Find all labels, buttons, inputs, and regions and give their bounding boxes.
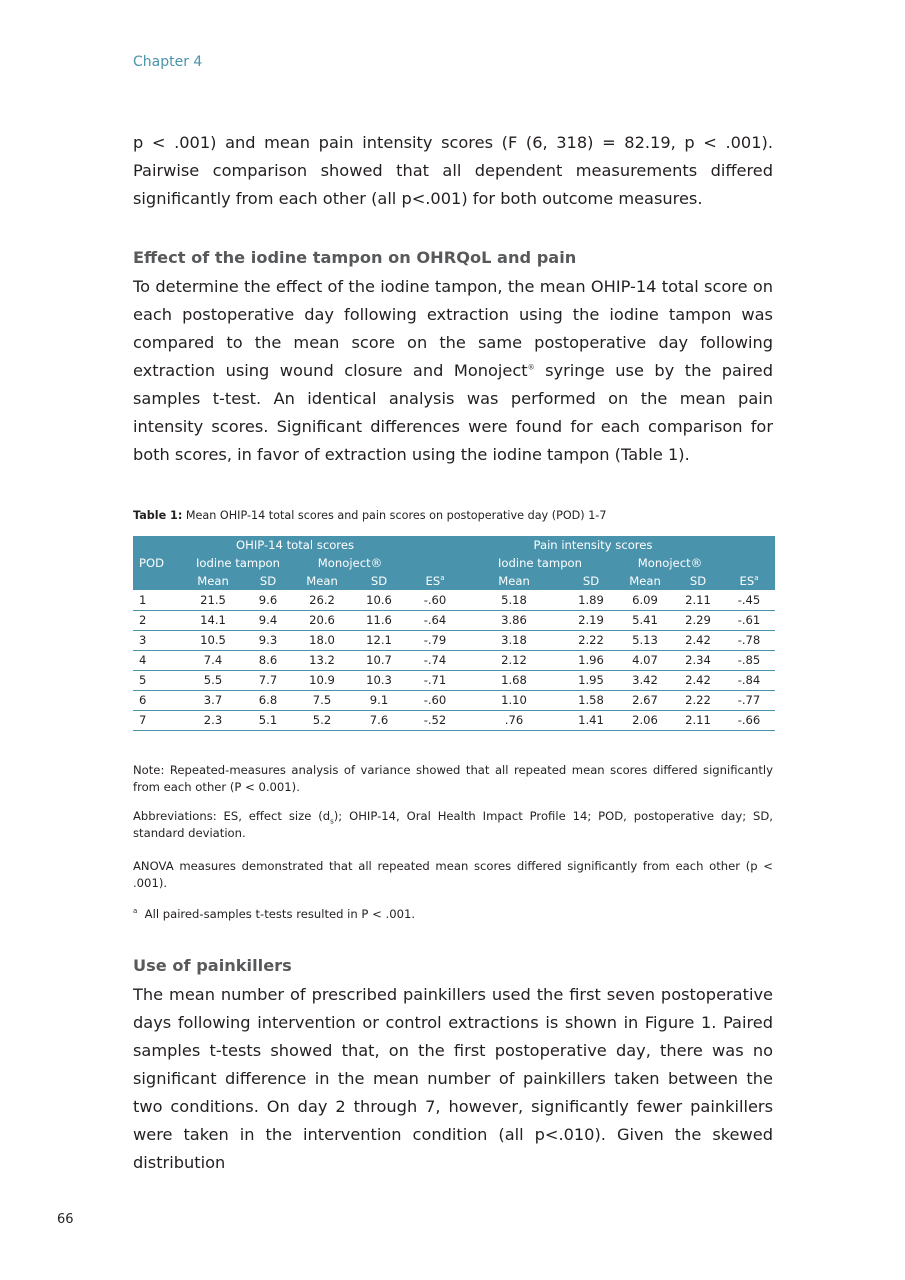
table-cell: 7.7 [243,671,293,691]
pod-header: POD [133,554,183,572]
chapter-label: Chapter 4 [133,54,203,70]
table-cell: 11.6 [351,611,407,631]
table-cell: -.60 [407,591,463,611]
table-row [133,631,775,651]
table-cell: -.84 [723,671,775,691]
group-header-pain: Pain intensity scores [463,536,723,554]
table-cell: 2.67 [617,691,673,711]
table-cell: 2.22 [565,631,617,651]
table-cell: 5.5 [183,671,243,691]
table-cell: 2.29 [673,611,723,631]
table-header-row [133,536,775,554]
col-header: SD [673,572,723,591]
table-cell: -.60 [407,691,463,711]
section-paragraph-painkillers: The mean number of prescribed painkillers used the first seven postoperative days following intervention or control extractions is shown in Figure 1. Paired samples t-tests showed that, on the first postoperative day, there was no significant difference in the mean number of painkillers taken between the two conditions. On day 2 through 7, however, significantly fewer painkillers were taken in the intervention condition (all p<.010). Given the skewed distribution [133,985,773,1172]
table-caption [133,509,606,522]
group-header-ohip: OHIP-14 total scores [183,536,407,554]
pod-cell: 1 [133,591,183,611]
col-header: Mean [183,572,243,591]
table-cell: -.61 [723,611,775,631]
iodine-header-ohip: Iodine tampon [183,554,293,572]
table-cell: -.79 [407,631,463,651]
table-row [133,651,775,671]
table-row [133,611,775,631]
table-cell: 2.11 [673,591,723,611]
table-cell: 5.18 [463,591,565,611]
table-cell: 2.42 [673,671,723,691]
table-cell: 3.18 [463,631,565,651]
table-cell: 1.58 [565,691,617,711]
table-cell: 10.6 [351,591,407,611]
pod-cell: 7 [133,711,183,731]
table-cell: -.45 [723,591,775,611]
col-header: SD [565,572,617,591]
table-cell: 21.5 [183,591,243,611]
table-cell: 7.5 [293,691,351,711]
table-cell: 10.5 [183,631,243,651]
paragraph-text: To determine the effect of the iodine tampon, the mean OHIP-14 total score on each postoperative day following extraction using the iodine tampon was compared to the mean score on the same postoperative day following extraction using wound closure and Monoject [133,277,773,380]
col-header: Mean [463,572,565,591]
registered-mark: ® [527,363,535,372]
table-row [133,671,775,691]
table-cell: 26.2 [293,591,351,611]
table-cell: 1.96 [565,651,617,671]
pod-cell: 5 [133,671,183,691]
col-header-es: $ES^a$ [723,572,775,591]
table-cell: 10.3 [351,671,407,691]
table-header-row [133,554,775,572]
section-heading-painkillers: Use of painkillers [133,956,292,975]
pod-cell: 6 [133,691,183,711]
table-row [133,591,775,611]
table-cell: 18.0 [293,631,351,651]
table-cell: 12.1 [351,631,407,651]
table-cell: 9.6 [243,591,293,611]
abbreviations-note: Abbreviations: ES, effect size $(d_s)$; OHIP-14, Oral Health Impact Profile 14; POD, postoperative day; SD, standard deviation. [133,809,773,840]
table-body [133,591,775,731]
table-cell: 2.06 [617,711,673,731]
footnote-mark: a [133,907,138,916]
table-cell: -.74 [407,651,463,671]
table-cell: 2.34 [673,651,723,671]
table-row [133,711,775,731]
table-cell: 2.11 [673,711,723,731]
table-cell: 2.12 [463,651,565,671]
monoject-header-ohip: Monoject® [293,554,407,572]
table-cell: -.64 [407,611,463,631]
table-cell: 1.95 [565,671,617,691]
anova-note: ANOVA measures demonstrated that all repeated mean scores differed significantly from each other (p < .001). [133,859,773,890]
table-cell: 8.6 [243,651,293,671]
table-row [133,691,775,711]
iodine-header-pain: Iodine tampon [463,554,617,572]
table-cell: -.71 [407,671,463,691]
table-cell: 3.86 [463,611,565,631]
table-cell: 5.13 [617,631,673,651]
table-cell: 2.3 [183,711,243,731]
table-cell: -.78 [723,631,775,651]
table-cell: -.66 [723,711,775,731]
table-cell: 6.8 [243,691,293,711]
col-header: Mean [293,572,351,591]
table-cell: 9.3 [243,631,293,651]
section-heading-iodine: Effect of the iodine tampon on OHRQoL and pain [133,248,577,267]
footnote: $^a$ All paired-samples t-tests resulted in P < .001. [133,907,416,921]
table-note: Note: Repeated-measures analysis of variance showed that all repeated mean scores differed significantly from each other (P < 0.001). [133,763,773,794]
table-header-row [133,572,775,591]
table-cell: 2.42 [673,631,723,651]
table-cell: 5.2 [293,711,351,731]
table-cell: 9.1 [351,691,407,711]
pod-cell: 3 [133,631,183,651]
table-caption-label: Table 1: [133,509,183,522]
pod-cell: 4 [133,651,183,671]
section-paragraph-iodine [133,273,773,469]
table-cell: 2.19 [565,611,617,631]
table-cell: 1.10 [463,691,565,711]
page-number: 66 [57,1212,74,1227]
pod-cell: 2 [133,611,183,631]
table-cell: 5.41 [617,611,673,631]
table-cell: 5.1 [243,711,293,731]
table-cell: 2.22 [673,691,723,711]
table-cell: 14.1 [183,611,243,631]
table-cell: 10.9 [293,671,351,691]
table-cell: -.85 [723,651,775,671]
intro-paragraph: p < .001) and mean pain intensity scores (F (6, 318) = 82.19, p < .001). Pairwise comparison showed that all dependent measurements differed significantly from each other (all p<.001) for both outcome measures. [133,133,773,208]
table-cell: 6.09 [617,591,673,611]
table-cell: 3.42 [617,671,673,691]
table-cell: 7.4 [183,651,243,671]
table-cell: 1.41 [565,711,617,731]
table-cell: 13.2 [293,651,351,671]
table-cell: 9.4 [243,611,293,631]
table-cell: -.77 [723,691,775,711]
table-cell: 7.6 [351,711,407,731]
paragraph-text: syringe use by the paired samples t-test. An identical analysis was performed on the mean pain intensity scores. Significant differences were found for each comparison for both scores, in favor of extraction using the iodine tampon (Table 1). [133,361,774,464]
col-header: Mean [617,572,673,591]
table-cell: 4.07 [617,651,673,671]
table-cell: 20.6 [293,611,351,631]
col-header: SD [351,572,407,591]
col-header: SD [243,572,293,591]
table-cell: 3.7 [183,691,243,711]
col-header-es: $ES^a$ [407,572,463,591]
table-cell: -.52 [407,711,463,731]
table-cell: 1.68 [463,671,565,691]
table-caption-text: Mean OHIP-14 total scores and pain scores on postoperative day (POD) 1-7 [182,509,607,522]
results-table [133,536,775,731]
table-cell: 1.89 [565,591,617,611]
table-cell: 10.7 [351,651,407,671]
table-cell: .76 [463,711,565,731]
monoject-header-pain: Monoject® [617,554,723,572]
